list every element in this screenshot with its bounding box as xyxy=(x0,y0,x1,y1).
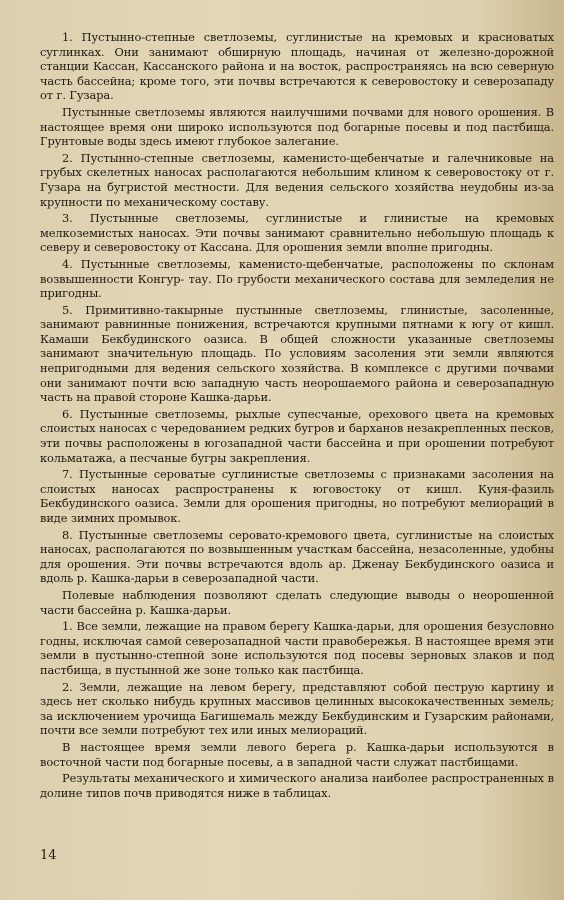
paragraph-4: 3. Пустынные светлоземы, суглинистые и глинистые на кремовых мелкоземистых наносах. Эти почвы занимают сравнительно небольшую площадь к северу и северовостоку от Кассана. Для орошения земли вполне пригодны. xyxy=(40,211,554,255)
paragraph-6: 5. Примитивно-такырные пустынные светлоземы, глинистые, засоленные, занимают равнинные понижения, встречаются крупными пятнами к югу от кишл. Камаши Бекбудинского оазиса. В общей сложности указанные светлоземы занимают значительную площадь. По условиям засоления эти земли являются непригодными для ведения сельского хозяйства. В комплексе с другими почвами они занимают почти всю западную часть неорошаемого района и северозападную часть на правой стороне Кашка-дарьи. xyxy=(40,302,554,405)
page-number: 14 xyxy=(40,848,57,863)
paragraph-1: 1. Пустынно-степные светлоземы, суглинистые на кремовых и красноватых суглинках. Они занимают обширную площадь, начиная от железно-дорожной станции Кассан, Кассанского района и на восток, распространяясь на всю северную часть бассейна; кроме того, эти почвы встречаются к северовостоку и северозападу от г. Гузара. xyxy=(40,30,554,103)
paragraph-10: Полевые наблюдения позволяют сделать следующие выводы о неорошенной части бассейна р. Кашка-дарьи. xyxy=(40,587,554,617)
paragraph-2: Пустынные светлоземы являются наилучшими почвами для нового орошения. В настоящее время они широко используются под богарные посевы и под пастбища. Грунтовые воды здесь имеют глубокое залегание. xyxy=(40,104,554,149)
paragraph-13: В настоящее время земли левого берега р. Кашка-дарьи используются в восточной части под богарные посевы, а в западной части служат пастбищами. xyxy=(40,739,554,769)
paragraph-12: 2. Земли, лежащие на левом берегу, представляют собой пеструю картину и здесь нет сколько нибудь крупных массивов целинных высококачественных земель; за исключением урочища Багишемаль между Бекбудинским и Гузарским районами, почти все земли потребуют тех или иных мелиораций. xyxy=(40,679,554,738)
paragraph-8: 7. Пустынные сероватые суглинистые светлоземы с признаками засоления на слоистых наносах распространены к юговостоку от кишл. Куня-фазиль Бекбудинского оазиса. Земли для орошения пригодны, но потребуют мелиораций в виде зимних промывок. xyxy=(40,467,554,525)
paragraph-11: 1. Все земли, лежащие на правом берегу Кашка-дарьи, для орошения безусловно годны, исключая самой северозападной части правобережья. В настоящее время эти земли в пустынно-степной зоне используются под посевы зерновых злаков и под пастбища, в пустынной же зоне только как пастбища. xyxy=(40,619,554,677)
paragraph-5: 4. Пустынные светлоземы, каменисто-щебенчатые, расположены по склонам возвышенности Конгур- тау. По грубости механического состава для земледелия не пригодны. xyxy=(40,256,554,301)
paragraph-9: 8. Пустынные светлоземы серовато-кремового цвета, суглинистые на слоистых наносах, располагаются по возвышенным участкам бассейна, незасоленные, удобны для орошения. Эти почвы встречаются вдоль ар. Дженау Бекбудинского оазиса и вдоль р. Кашка-дарьи в северозападной части. xyxy=(40,527,554,586)
paragraph-3: 2. Пустынно-степные светлоземы, каменисто-щебенчатые и галечниковые на грубых скелетных наносах располагаются небольшим клином к северовостоку от г. Гузара на бугристой местности. Для ведения сельского хозяйства неудобны из-за крупности по механическому составу. xyxy=(40,150,554,209)
paragraph-14: Результаты механического и химического анализа наиболее распространенных в долине типов почв приводятся ниже в таблицах. xyxy=(40,771,554,800)
paragraph-7: 6. Пустынные светлоземы, рыхлые супесчаные, орехового цвета на кремовых слоистых наносах с чередованием редких бугров и барханов незакрепленных песков, эти почвы расположены в югозападной части бассейна и при орошении потребуют кольматажа, а песчаные бугры закрепления. xyxy=(40,406,554,465)
